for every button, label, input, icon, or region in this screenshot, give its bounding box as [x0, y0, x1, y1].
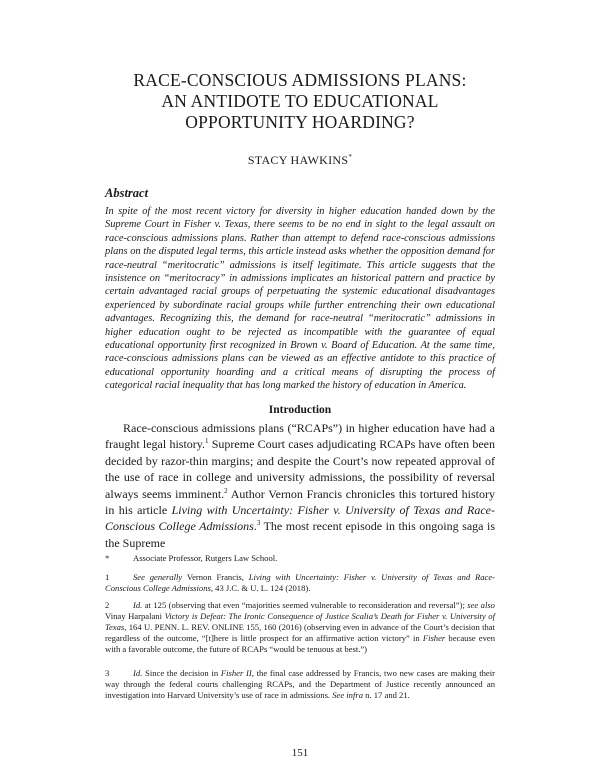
footnote-case-name: Fisher	[422, 633, 446, 643]
footnote-2	[105, 600, 495, 655]
page-number: 151	[291, 747, 309, 759]
footnote-number: 1	[105, 572, 110, 582]
footnote-cited-title: Victory is Defeat: The Ironic Consequence of Justice Scalia’s Death for Fisher v. University of Texas	[105, 611, 495, 632]
abstract-text: In spite of the most recent victory for diversity in higher education handed down by the Supreme Court in Fisher v. Texas, there seems to be no end in sight to the legal assault on race-conscious admissions plans. Rather than attempt to defend race-conscious admissions plans on the disputed legal terms, this article instead asks whether the opposition demand for race-neutral “meritocratic” admissions is itself legitimate. This article suggests that the insistence on “meritocracy” in admissions implicates an historical pattern and practice by certain advantaged racial groups of perpetuating the systemic educational disadvantages experienced by subordinate racial groups while further entrenching their own educational advantages. Recognizing this, the demand for race-neutral “meritocratic” admissions in higher education ought to be rejected as incompatible with the guarantee of equal educational opportunity first recognized in Brown v. Board of Education. At the same time, race-conscious admissions plans can be viewed as an effective antidote to this practice of educational opportunity hoarding and a critical means of disrupting the process of categorical racial inequality that has long marked the history of education in America.	[105, 206, 495, 392]
footnote-author	[105, 553, 495, 564]
footnote-ref-1[interactable]: 1	[205, 437, 209, 446]
title-line-3: OPPORTUNITY HOARDING?	[185, 112, 415, 132]
footnote-text: at 125 (observing that even “majorities seemed vulnerable to reconsideration and reversal”);	[142, 600, 468, 610]
footnote-signal: see also	[467, 600, 495, 610]
footnote-id: Id.	[133, 600, 143, 610]
body-sentence-3-end: .	[253, 519, 257, 534]
author-footnote-mark: *	[348, 153, 353, 161]
body-sentence-1: Race-conscious admissions plans (“RCAPs”) in higher education have had a fraught legal history.	[105, 421, 495, 452]
footnote-text: Associate Professor, Rutgers Law School.	[133, 553, 278, 563]
footnote-id: Id.	[133, 668, 143, 678]
footnote-signal: See generally	[133, 572, 183, 582]
cited-article-title: Living with Uncertainty: Fisher v. University of Texas and Race-Conscious College Admissions	[105, 503, 495, 534]
footnote-text: , 164 U. PENN. L. REV. ONLINE 155, 160 (2016) (observing even in advance of the Court’s decision that regardless of the outcome, “[t]here is little prospect for an affirmative action victory” in	[105, 622, 495, 643]
footnote-3	[105, 668, 495, 701]
title-line-2: AN ANTIDOTE TO EDUCATIONAL	[161, 91, 439, 111]
footnote-mark: *	[105, 553, 110, 563]
footnote-ref-3[interactable]: 3	[256, 519, 261, 528]
footnote-text: n. 17 and 21.	[363, 690, 410, 700]
body-sentence-3: Author Vernon Francis chronicles this tortured history in his article	[105, 486, 495, 518]
footnote-case-name: Fisher II	[220, 668, 252, 678]
footnote-text: Vinay Harpalani	[105, 611, 165, 621]
body-sentence-4: The most recent episode in this ongoing saga is the Supreme	[105, 519, 495, 550]
body-sentence-2: Supreme Court cases adjudicating RCAPs have often been decided by razor-thin margins; and despite the Court’s now repeated approval of the use of race in college and university admissions, the possibility of reversal always seems imminent.	[105, 437, 495, 501]
author-byline	[0, 153, 600, 168]
title-line-1: RACE-CONSCIOUS ADMISSIONS PLANS:	[133, 70, 467, 90]
footnote-text: , the final case addressed by Francis, two new cases are making their way through the federal courts challenging RCAPs, and the Department of Justice recently announced an investigation into Harvard University’s use of race in admissions.	[105, 668, 495, 700]
footnote-number: 2	[105, 600, 110, 610]
footnote-cited-title: Living with Uncertainty: Fisher v. University of Texas and Race-Conscious College Admissions	[105, 572, 495, 593]
footnote-1	[105, 572, 495, 594]
footnote-text: Since the decision in	[142, 668, 221, 678]
footnote-text: because even with a favorable outcome, the future of RCAPs “would be tenuous at best.”)	[105, 633, 496, 654]
author-name: STACY HAWKINS	[247, 153, 349, 167]
footnote-ref-2[interactable]: 2	[224, 486, 228, 495]
body-paragraph	[105, 420, 495, 551]
footnote-text: Vernon Francis,	[182, 572, 249, 582]
introduction-heading: Introduction	[268, 404, 332, 416]
footnote-number: 3	[105, 668, 110, 678]
footnote-text: , 43 J.C. & U. L. 124 (2018).	[210, 583, 311, 593]
footnote-signal: See infra	[332, 690, 364, 700]
article-title	[60, 70, 540, 133]
abstract-heading: Abstract	[105, 186, 149, 200]
